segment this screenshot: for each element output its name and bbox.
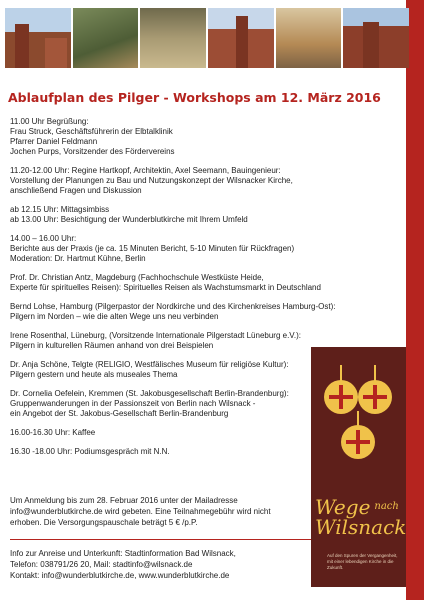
wege-nach-wilsnack-logo [311,347,406,587]
program-entry-oefelein: Dr. Cornelia Oefelein, Kremmen (St. Jakobusgesellschaft Berlin-Brandenburg): Gruppenwanderungen in der Passionszeit von Berlin nach Wilsnack - ein Angebot der St. Jakobus-Gesellschaft Berlin-Brandenburg [10,389,289,418]
program-entry-panel: 16.30 -18.00 Uhr: Podiumsgespräch mit N.N. [10,447,170,456]
photo-church-interior [343,8,409,68]
contact-info: Info zur Anreise und Unterkunft: Stadtinformation Bad Wilsnack, Telefon: 038791/26 20, Mail: stadtinfo@wilsnack.de Kontakt: info@wunderblutkirche.de, www.wunderblutkirche.de [10,549,236,580]
photo-brick-church [5,8,71,68]
page-title: Ablaufplan des Pilger - Workshops am 12. März 2016 [8,90,381,105]
photo-strip [5,8,409,68]
three-hosts-emblem [311,347,406,497]
program-entry-welcome: 11.00 Uhr Begrüßung: Frau Struck, Geschäftsführerin der Elbtalklinik Pfarrer Daniel Feldmann Jochen Purps, Vorsitzender des Fördervereins [10,117,175,156]
program-entry-schoene: Dr. Anja Schöne, Telgte (RELIGIO, Westfälisches Museum für religiöse Kultur): Pilgern gestern und heute als museales Thema [10,360,289,379]
program-entry-coffee: 16.00-16.30 Uhr: Kaffee [10,428,96,437]
program-entry-lohse: Bernd Lohse, Hamburg (Pilgerpastor der Nordkirche und des Kirchenkreises Hamburg-Ost): Pilgern im Norden – wie die alten Wege uns neu verbinden [10,302,336,321]
photo-pilgrim-gathering [276,8,342,68]
registration-notice: Um Anmeldung bis zum 28. Februar 2016 unter der Mailadresse info@wunderblutkirche.de wird gebeten. Eine Teilnahmegebühr wird nicht erhoben. Die Versorgungspauschale beträgt 5 € /p.P. [10,496,271,527]
photo-pilgrims-group [73,8,139,68]
program-entry-reports: 14.00 – 16.00 Uhr: Berichte aus der Praxis (je ca. 15 Minuten Bericht, 5-10 Minuten für Rückfragen) Moderation: Dr. Hartmut Kühne, Berlin [10,234,295,263]
logo-tagline: Auf den Spuren der Vergangenheit, mit einer lebendigen Kirche in die Zukunft. [327,553,398,570]
program-entry-antz: Prof. Dr. Christian Antz, Magdeburg (Fachhochschule Westküste Heide, Experte für spirituelles Reisen): Spirituelles Reisen als Wachstumsmarkt in Deutschland [10,273,321,292]
photo-pilgrim-shoes [140,8,206,68]
program-entry-lunch-tour: ab 12.15 Uhr: Mittagsimbiss ab 13.00 Uhr: Besichtigung der Wunderblutkirche mit Ihrem Umfeld [10,205,248,224]
program-entry-rosenthal: Irene Rosenthal, Lüneburg, (Vorsitzende Internationale Pilgerstadt Lüneburg e.V.): Pilgern in kulturellen Räumen anhand von drei Beispielen [10,331,302,350]
red-sidebar-stripe [406,0,424,600]
program-entry-planning: 11.20-12.00 Uhr: Regine Hartkopf, Architektin, Axel Seemann, Bauingenieur: Vorstellung der Planungen zu Bau und Nutzungskonzept der Wilsnacker Kirche, anschließend Fragen und Diskussion [10,166,293,195]
logo-wordmark: Wege nach Wilsnack [315,495,407,539]
photo-church-tower [208,8,274,68]
